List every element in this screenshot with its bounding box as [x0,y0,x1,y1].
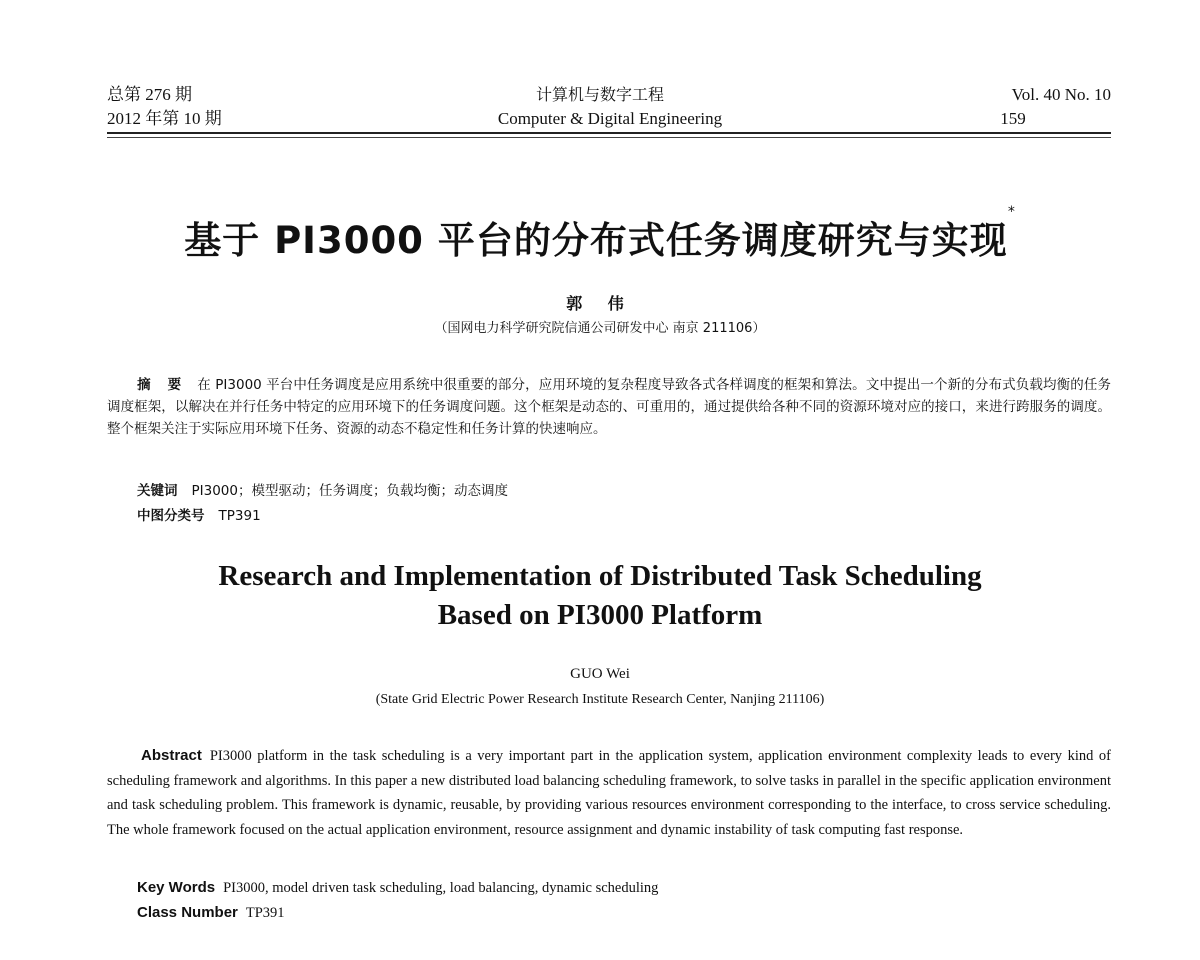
abstract-cn [107,374,1111,440]
keywords-cn-label: 关键词 [137,483,178,499]
page-number: 159 [1000,109,1026,128]
author-cn: 郭 伟 [566,294,634,313]
abstract-cn-text: 在 PI3000 平台中任务调度是应用系统中很重要的部分，应用环境的复杂程度导致各式各样调度的框架和算法。文中提出一个新的分布式负载均衡的任务调度框架，以解决在并行任务中特定的应用环境下的任务调度问题。这个框架是动态的、可重用的，通过提供给各种不同的资源环境对应的接口，来进行跨服务的调度。整个框架关注于实际应用环境下任务、资源的动态不稳定性和任务计算的快速响应。 [107,377,1111,437]
paper-title-en-line2: Based on PI3000 Platform [437,599,763,631]
class-number-en [137,904,285,922]
volume-number: Vol. 40 No. 10 [1011,85,1111,104]
abstract-cn-label: 摘 要 [137,377,188,393]
affiliation-cn: （国网电力科学研究院信通公司研发中心 南京 211106） [434,321,766,336]
class-number-cn-label: 中图分类号 [137,508,205,524]
issue-number-total: 总第 276 期 [107,85,192,104]
journal-name-en: Computer & Digital Engineering [497,109,723,128]
abstract-en-label: Abstract [141,747,202,764]
paper-title-cn [0,204,1200,264]
abstract-en-text: PI3000 platform in the task scheduling is a very important part in the application system, application environment complexity leads to every kind of scheduling framework and algorithms. In this paper a new distributed load balancing scheduling framework, to solve tasks in parallel in the specific application environment and task scheduling problem. This framework is dynamic, reusable, by providing various resources environment corresponding to the interface, to cross service scheduling. The whole framework focused on the actual application environment, resource assignment and dynamic instability of task computing fast response. [107,748,1111,838]
class-number-en-label: Class Number [137,904,238,921]
keywords-en-label: Key Words [137,879,216,896]
class-number-en-text: TP391 [245,905,285,921]
class-number-cn [107,505,1141,527]
keywords-en [137,879,658,897]
class-number-cn-text: TP391 [218,508,261,524]
paper-title-cn-text: 基于 PI3000 平台的分布式任务调度研究与实现 [184,219,1008,262]
issue-year-number: 2012 年第 10 期 [107,109,222,128]
keywords-cn-text: PI3000；模型驱动；任务调度；负载均衡；动态调度 [191,483,508,499]
keywords-cn [107,480,1141,502]
keywords-en-text: PI3000, model driven task scheduling, load balancing, dynamic scheduling [223,880,659,896]
author-en: GUO Wei [570,666,630,682]
paper-title-en-line1: Research and Implementation of Distributed Task Scheduling [218,560,982,592]
affiliation-en: (State Grid Electric Power Research Institute Research Center, Nanjing 211106) [375,692,825,707]
abstract-en [107,744,1111,842]
header-rule-top [107,132,1111,134]
header-rule-bottom [107,137,1111,138]
journal-name-cn: 计算机与数字工程 [535,85,664,104]
title-footnote-mark: * [1007,204,1016,220]
